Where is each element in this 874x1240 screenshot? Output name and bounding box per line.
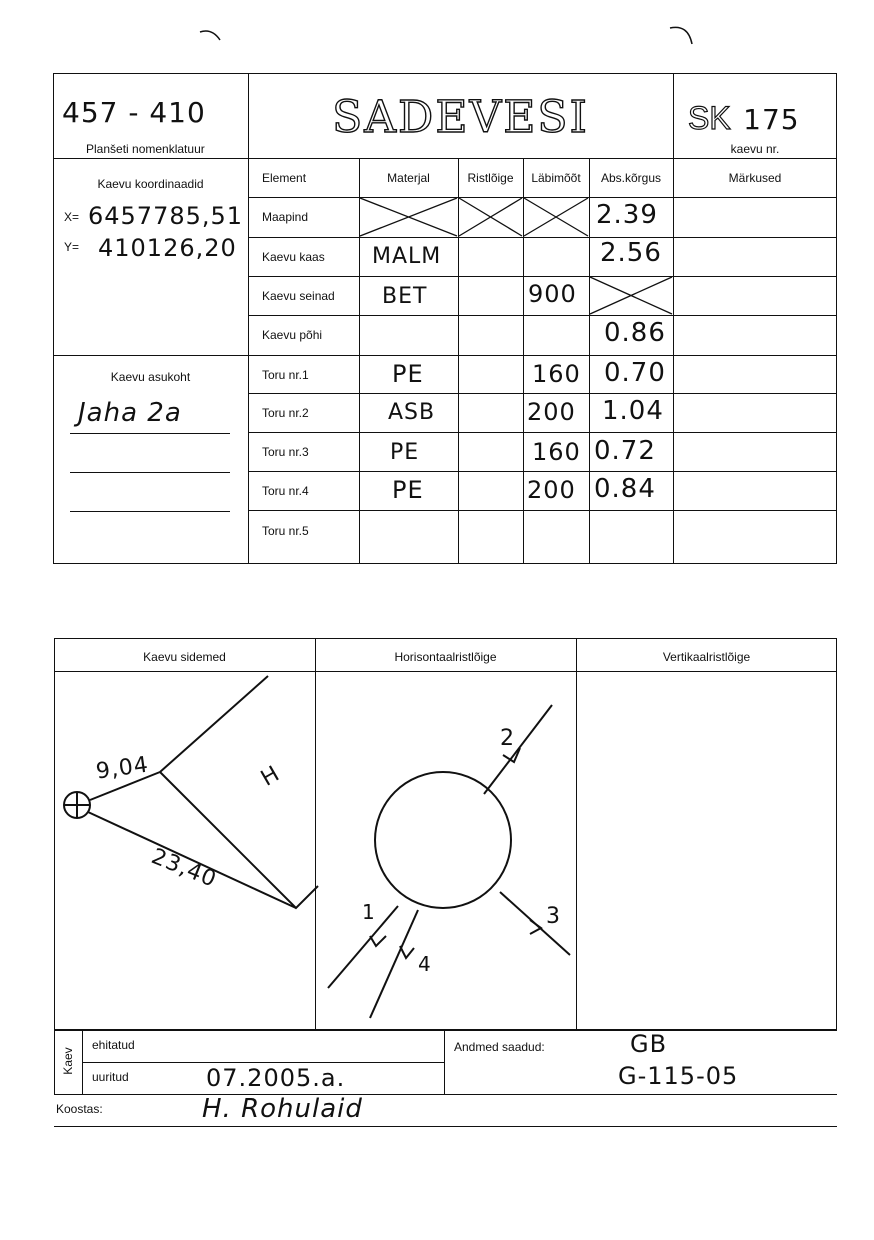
row-label: Kaevu põhi [262,328,323,342]
material-value: PE [390,440,420,465]
page-title: SADEVESI [332,92,589,143]
x-coordinate-value: 6457785,51 [88,202,244,230]
material-value: PE [392,476,424,504]
side-label: Kaev [61,1047,75,1075]
grid-line [82,1062,444,1063]
pipe-label-4: 4 [418,952,432,976]
col-header-element: Element [262,171,307,185]
data-value-2: G-115-05 [618,1062,739,1090]
grid-line [54,1030,837,1031]
col-header-diameter: Läbimõõt [531,171,581,185]
pipe-label-3: 3 [546,904,561,929]
abs-height-value: 0.72 [594,436,656,466]
row-label: Toru nr.2 [262,406,309,420]
row-label: Toru nr.1 [262,368,309,382]
col-header-cross-section: Ristlõige [467,171,514,185]
diameter-value: 900 [528,280,577,308]
compiled-value: H. Rohulaid [202,1094,363,1124]
location-label: Kaevu asukoht [110,370,191,384]
abs-height-value: 1.04 [602,396,664,426]
y-coordinate-value: 410126,20 [98,234,237,262]
col-header-abs-height: Abs.kõrgus [600,171,662,185]
horizontal-section-label: Horisontaalristlõige [394,650,497,664]
abs-height-value: 2.56 [600,238,662,268]
location-value: Jaha 2a [78,398,182,428]
data-label: Andmed saadud: [454,1040,545,1054]
diameter-value: 200 [527,398,576,426]
map-number-label: Planšeti nomenklatuur [86,142,205,156]
well-number-prefix: SK [688,100,731,136]
well-number-handwritten: 175 [743,103,800,136]
row-label: Maapind [262,210,309,224]
grid-line [54,1094,837,1095]
row-label: Toru nr.5 [262,524,309,538]
compiled-label: Koostas: [56,1102,103,1116]
y-prefix: Y= [64,240,80,254]
material-value: MALM [372,244,442,269]
grid-line [54,1126,837,1127]
material-value: PE [392,360,424,388]
grid-line [444,1030,445,1095]
coordinates-label: Kaevu koordinaadid [97,177,204,191]
row-label: Kaevu seinad [262,289,335,303]
ties-label: Kaevu sidemed [143,650,226,664]
material-value: ASB [388,400,436,425]
diameter-value: 160 [532,438,581,466]
pipe-label-2: 2 [500,726,515,751]
grid-line [54,1030,55,1095]
surveyed-label: uuritud [92,1070,129,1084]
col-header-material: Materjal [387,171,430,185]
corner-mark: H [256,761,285,792]
diameter-value: 160 [532,360,581,388]
abs-height-value: 0.86 [604,318,666,348]
col-header-notes: Märkused [728,171,782,185]
x-prefix: X= [64,210,80,224]
abs-height-value: 2.39 [596,200,658,230]
row-label: Toru nr.4 [262,484,309,498]
data-value-1: GB [630,1030,668,1058]
tie-distance-1: 9,04 [94,752,151,785]
vertical-section-label: Vertikaalristlõige [662,650,751,664]
tie-distance-2: 23,40 [147,844,221,893]
material-value: BET [382,284,428,309]
pipe-label-1: 1 [362,900,376,924]
abs-height-value: 0.70 [604,358,666,388]
built-label: ehitatud [92,1038,135,1052]
diameter-value: 200 [527,476,576,504]
well-number-label: kaevu nr. [730,142,780,156]
abs-height-value: 0.84 [594,474,656,504]
map-number-value: 457 - 410 [62,96,206,129]
well-cross-section-icon [375,772,511,908]
row-label: Toru nr.3 [262,445,309,459]
surveyed-value: 07.2005.a. [206,1064,346,1092]
row-label: Kaevu kaas [262,250,325,264]
